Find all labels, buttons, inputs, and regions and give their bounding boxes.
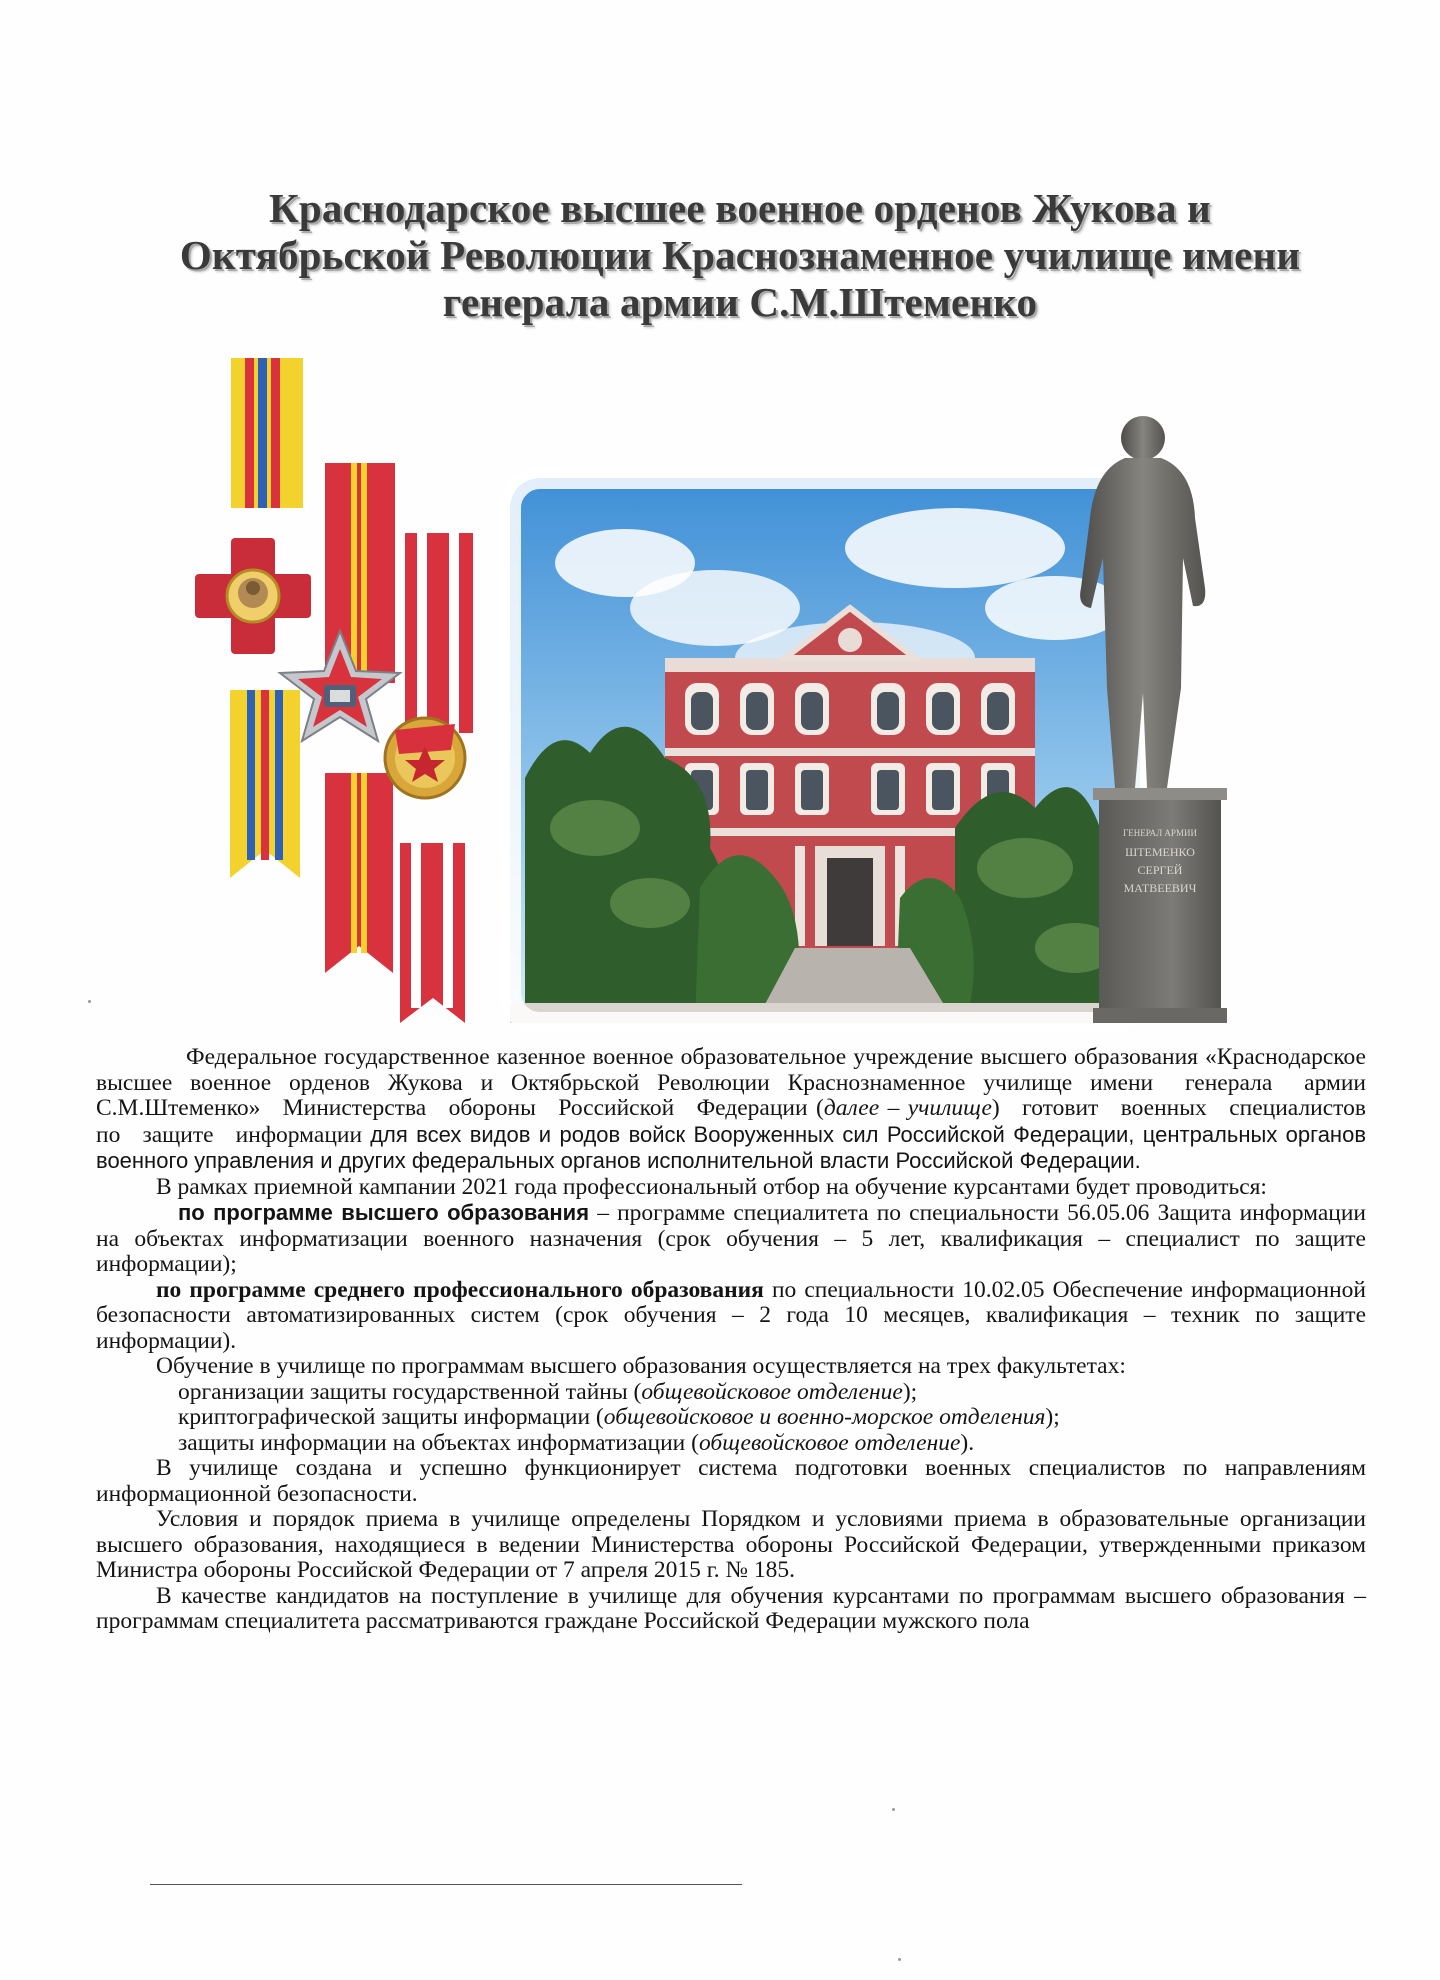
p1-line-6: управления и других федеральных органов исполнительной власти Российской Федерации. [194,1148,1141,1173]
paragraph-1 [96,1045,1366,1175]
faculty-item-3 [96,1431,1366,1457]
footnote-divider [150,1884,742,1885]
paragraph-3 [96,1200,1366,1278]
paragraph-5: Обучение в училище по программам высшего образования осуществляется на трех факультетах: [156,1353,1126,1379]
p1-line-4-italic: далее – училище [823,1095,992,1121]
p3-rest: – программе специалитета по специальности 56.05.06 Защита информации на объектах информатизации военного назначения (срок обучения – 5 лет, квалификация – специалист по защите информации); [96,1200,1366,1277]
faculty-2-italic: общевойсковое и военно-морское отделения [603,1404,1046,1430]
p1-line-4-rest: ) готовит военных специалистов по защите информации [96,1095,1366,1148]
faculty-1-text: организации защиты государственной тайны ( [178,1378,642,1405]
paragraph-7: Условия и порядок приема в училище определены Порядком и условиями приема в образовательные организации высшего образования, находящиеся в ведении Министерства обороны Российской Федерации, утвержденными приказом Министра обороны Российской Федерации от 7 апреля 2015 г. № 185. [96,1506,1366,1583]
faculty-1-end: ); [902,1378,918,1405]
faculty-item-2 [96,1405,1366,1431]
illustration-svg [195,358,1280,1033]
p3-bold: по программе высшего образования [178,1200,590,1225]
school-illustration [195,358,1280,1033]
p4-rest: по специальности 10.02.05 Обеспечение информационной безопасности автоматизированных систем (срок обучения – 2 года 10 месяцев, квалификация – техник по защите информации). [96,1276,1366,1354]
p1-line-1: Федеральное государственное казенное военное образовательное учреждение высшего образования [186,1044,1198,1070]
faculty-2-end: ); [1045,1404,1060,1430]
order-of-zhukov-icon [195,538,311,654]
paragraph-6: В училище создана и успешно функционирует система подготовки военных специалистов по направлениям информационной безопасности. [96,1455,1366,1507]
monument-inscription-line3: СЕРГЕЙ [1137,863,1183,877]
paragraph-8: В качестве кандидатов на поступление в училище для обучения курсантами по программам высшего образования – программам специалитета рассматриваются граждане Российской Федерации мужского пола [96,1582,1366,1634]
p1-line-2: «Краснодарское высшее военное орденов Жукова и Октябрьской Революции Краснознаменное училище [96,1044,1366,1096]
order-red-banner-icon [385,718,465,798]
faculty-3-text: защиты информации на объектах информатизации ( [178,1429,699,1456]
document-body [96,1045,1366,1635]
faculty-item-1 [96,1380,1366,1406]
ribbon-tail-right [400,843,465,1023]
scan-speck [892,1808,895,1811]
title-line-2: Октябрьской Революции Краснознаменное училище имени [179,232,1301,278]
p1-line-3: имени генерала армии С.М.Штеменко» Министерства обороны Российской Федерации [96,1069,1366,1121]
title-line-3: генерала армии С.М.Штеменко [442,279,1038,325]
paragraph-2: В рамках приемной кампании 2021 года профессиональный отбор на обучение курсантами будет проводиться: [156,1173,1267,1200]
scan-speck [88,1000,91,1003]
faculty-1-italic: общевойсковое отделение [641,1378,903,1405]
scan-speck [898,1958,901,1961]
ribbon-tail-middle [325,773,393,973]
academy-building-photo [510,478,1140,1023]
title-line-1: Краснодарское высшее военное орденов Жукова и [269,185,1211,231]
p1-line-5: для всех видов и родов войск Вооруженных сил Российской Федерации, центральных органов военного [96,1121,1367,1173]
faculty-3-end: ). [960,1429,975,1456]
paragraph-4 [96,1278,1366,1355]
p1-line-4-open: ( [815,1095,824,1121]
document-title [100,185,1380,326]
faculty-3-italic: общевойсковое отделение [698,1429,961,1456]
monument-inscription-line1: ГЕНЕРАЛ АРМИИ [1123,828,1197,838]
monument-inscription-line2: ШТЕМЕНКО [1125,845,1195,859]
ribbon-bar-top-left [231,358,303,508]
p4-bold: по программе среднего профессионального образования [156,1276,764,1303]
ribbon-tail-left [230,690,300,878]
faculty-2-text: криптографической защиты информации ( [178,1404,604,1430]
monument-inscription-line4: МАТВЕЕВИЧ [1123,881,1197,895]
ribbon-bar-white-red [405,533,473,733]
